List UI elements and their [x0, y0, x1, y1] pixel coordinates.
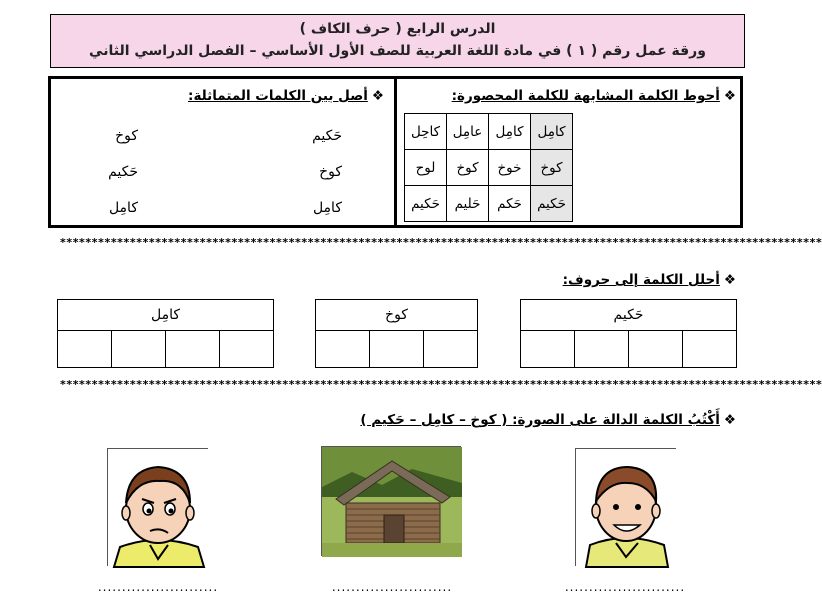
box-divider — [394, 76, 397, 228]
option-word[interactable]: حَكم — [489, 186, 531, 222]
option-word[interactable]: كامِل — [489, 114, 531, 150]
write-heading-text: أَكْتُبُ الكلمة الدالة على الصورة: — [512, 412, 720, 428]
option-word[interactable]: كوخ — [447, 150, 489, 186]
match-right-word[interactable]: كوخ — [319, 164, 342, 180]
answer-line[interactable]: ......................... — [564, 580, 686, 594]
match-left-word[interactable]: كامِل — [108, 200, 138, 216]
boy-worried-picture — [107, 448, 208, 566]
letter-cell[interactable] — [316, 331, 369, 367]
letter-cell[interactable] — [165, 331, 219, 367]
match-left-word[interactable]: كوخ — [115, 128, 138, 144]
boy-smiling-picture — [575, 448, 676, 566]
bullet-icon: ❖ — [723, 88, 736, 104]
bullet-icon: ❖ — [723, 412, 736, 428]
match-heading-text: أصل بين الكلمات المتماثلة: — [188, 88, 368, 104]
circle-words-table — [404, 113, 573, 222]
letter-cell[interactable] — [58, 331, 111, 367]
option-word[interactable]: حَليم — [447, 186, 489, 222]
split-box-kamel — [57, 299, 274, 368]
letter-cell[interactable] — [574, 331, 628, 367]
letter-cell[interactable] — [111, 331, 165, 367]
match-right-word[interactable]: حَكيم — [312, 128, 342, 144]
bullet-icon: ❖ — [371, 88, 384, 104]
word-options: ( كوخ – كامِل – حَكيم ) — [360, 412, 508, 428]
target-word: حَكيم — [531, 186, 573, 222]
worksheet-header — [50, 14, 745, 68]
split-word: كوخ — [316, 300, 477, 331]
split-word: كامِل — [58, 300, 273, 331]
match-heading — [188, 88, 384, 104]
letter-cell[interactable] — [369, 331, 423, 367]
split-heading-text: أحلل الكلمة إلى حروف: — [562, 272, 720, 288]
letter-cell[interactable] — [423, 331, 477, 367]
split-box-kookh — [315, 299, 478, 368]
table-row — [405, 186, 573, 222]
match-left-word[interactable]: حَكيم — [108, 164, 138, 180]
star-separator: ************************************************************************************************************************ — [60, 378, 822, 391]
match-right-word[interactable]: كامِل — [312, 200, 342, 216]
option-word[interactable]: خوخ — [489, 150, 531, 186]
letter-cell[interactable] — [682, 331, 736, 367]
star-separator: ************************************************************************************************************************ — [60, 236, 822, 249]
lesson-title: الدرس الرابع ( حرف الكاف ) — [299, 21, 496, 37]
circle-heading — [452, 88, 736, 104]
target-word: كامِل — [531, 114, 573, 150]
wooden-hut-picture — [321, 446, 461, 556]
worksheet-subtitle: ورقة عمل رقم ( ١ ) في مادة اللغة العربية للصف الأول الأساسي – الفصل الدراسي الثاني — [89, 43, 706, 59]
bullet-icon: ❖ — [723, 272, 736, 288]
letter-cell[interactable] — [219, 331, 273, 367]
letter-cell[interactable] — [628, 331, 682, 367]
write-heading — [360, 412, 736, 428]
split-heading — [563, 272, 736, 288]
answer-line[interactable]: ......................... — [331, 580, 453, 594]
option-word[interactable]: لوح — [405, 150, 447, 186]
split-word: حَكيم — [521, 300, 736, 331]
target-word: كوخ — [531, 150, 573, 186]
option-word[interactable]: حَكيم — [405, 186, 447, 222]
split-box-hakeem — [520, 299, 737, 368]
letter-cell[interactable] — [521, 331, 574, 367]
option-word[interactable]: عامِل — [447, 114, 489, 150]
table-row — [405, 150, 573, 186]
table-row — [405, 114, 573, 150]
option-word[interactable]: كاحِل — [405, 114, 447, 150]
answer-line[interactable]: ......................... — [97, 580, 219, 594]
circle-heading-text: أحوط الكلمة المشابهة للكلمة المحصورة: — [451, 88, 720, 104]
